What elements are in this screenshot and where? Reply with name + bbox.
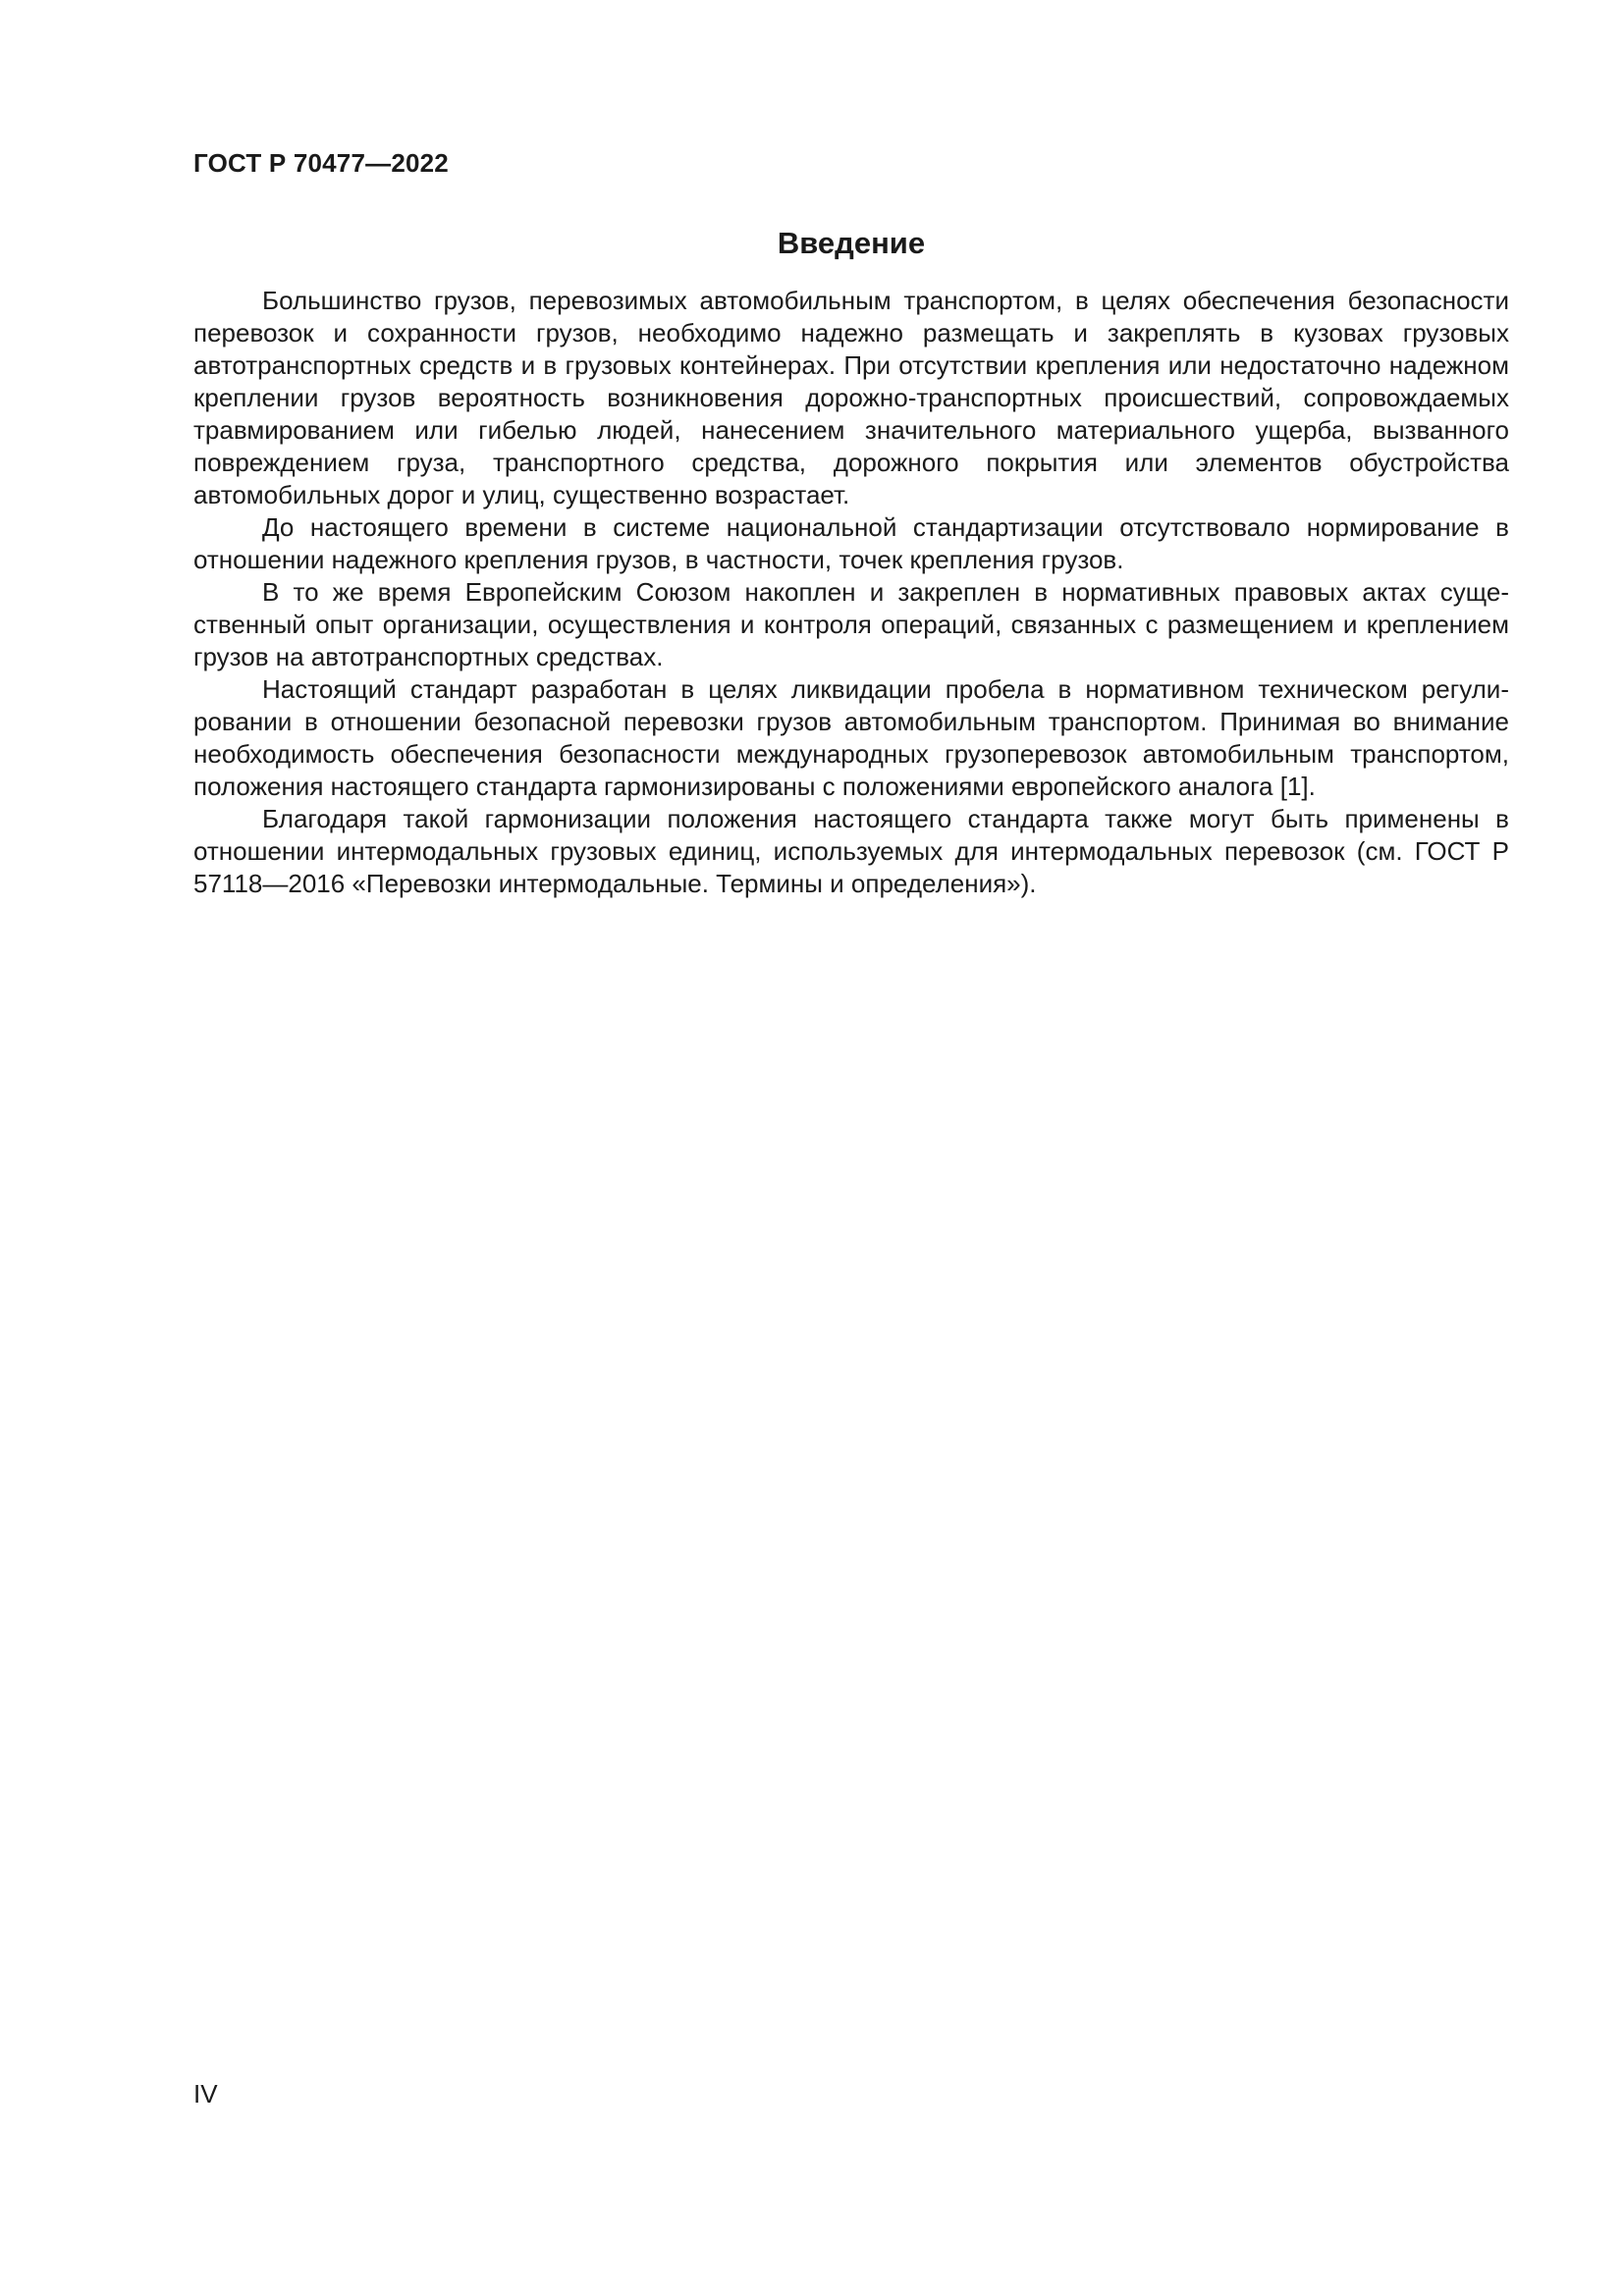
page-number: IV [193,2079,218,2109]
paragraph: Настоящий стандарт разработан в целях ликвидации пробела в нормативном техническом регулировании в отношении безопасной перевозки грузов автомобильным транспортом. Принимая во внимание необходимость обеспечения безопасности международных грузоперевозок автомобильным транспортом, положения настоящего стандарта гармонизированы с положениями европейского аналога [1]. [193,674,1509,801]
paragraph: До настоящего времени в системе национальной стандартизации отсутствовало нормирование в отношении надежного крепления грузов, в частности, точек крепления грузов. [193,512,1509,574]
document-code-header: ГОСТ Р 70477—2022 [193,148,449,178]
paragraph: Большинство грузов, перевозимых автомобильным транспортом, в целях обеспечения безопасности перевозок и сохранности грузов, необходимо надежно размещать и закреплять в кузовах грузовых автотранспортных средств и в грузовых контейнерах. При отсутствии крепления или недостаточно надежном креплении грузов вероятность возникновения дорожно-транспортных происшествий, сопровождаемых травмированием или гибелью людей, нанесением значительного материального ущерба, вызванного повреждением груза, транспортного средства, дорожного покрытия или элементов обустройства автомобильных дорог и улиц, существенно возрастает. [193,286,1509,509]
section-body [193,285,1509,900]
section-title: Введение [777,226,926,260]
paragraph: Благодаря такой гармонизации положения настоящего стандарта также могут быть применены в отношении интермодальных грузовых единиц, используемых для интермодальных перевозок (см. ГОСТ Р 57118—2016 «Перевозки интермодальные. Термины и определения»). [193,804,1509,898]
paragraph: В то же время Европейским Союзом накоплен и закреплен в нормативных правовых актах существенный опыт организации, осуществления и контроля операций, связанных с размещением и креплением грузов на автотранспортных средствах. [193,577,1509,671]
